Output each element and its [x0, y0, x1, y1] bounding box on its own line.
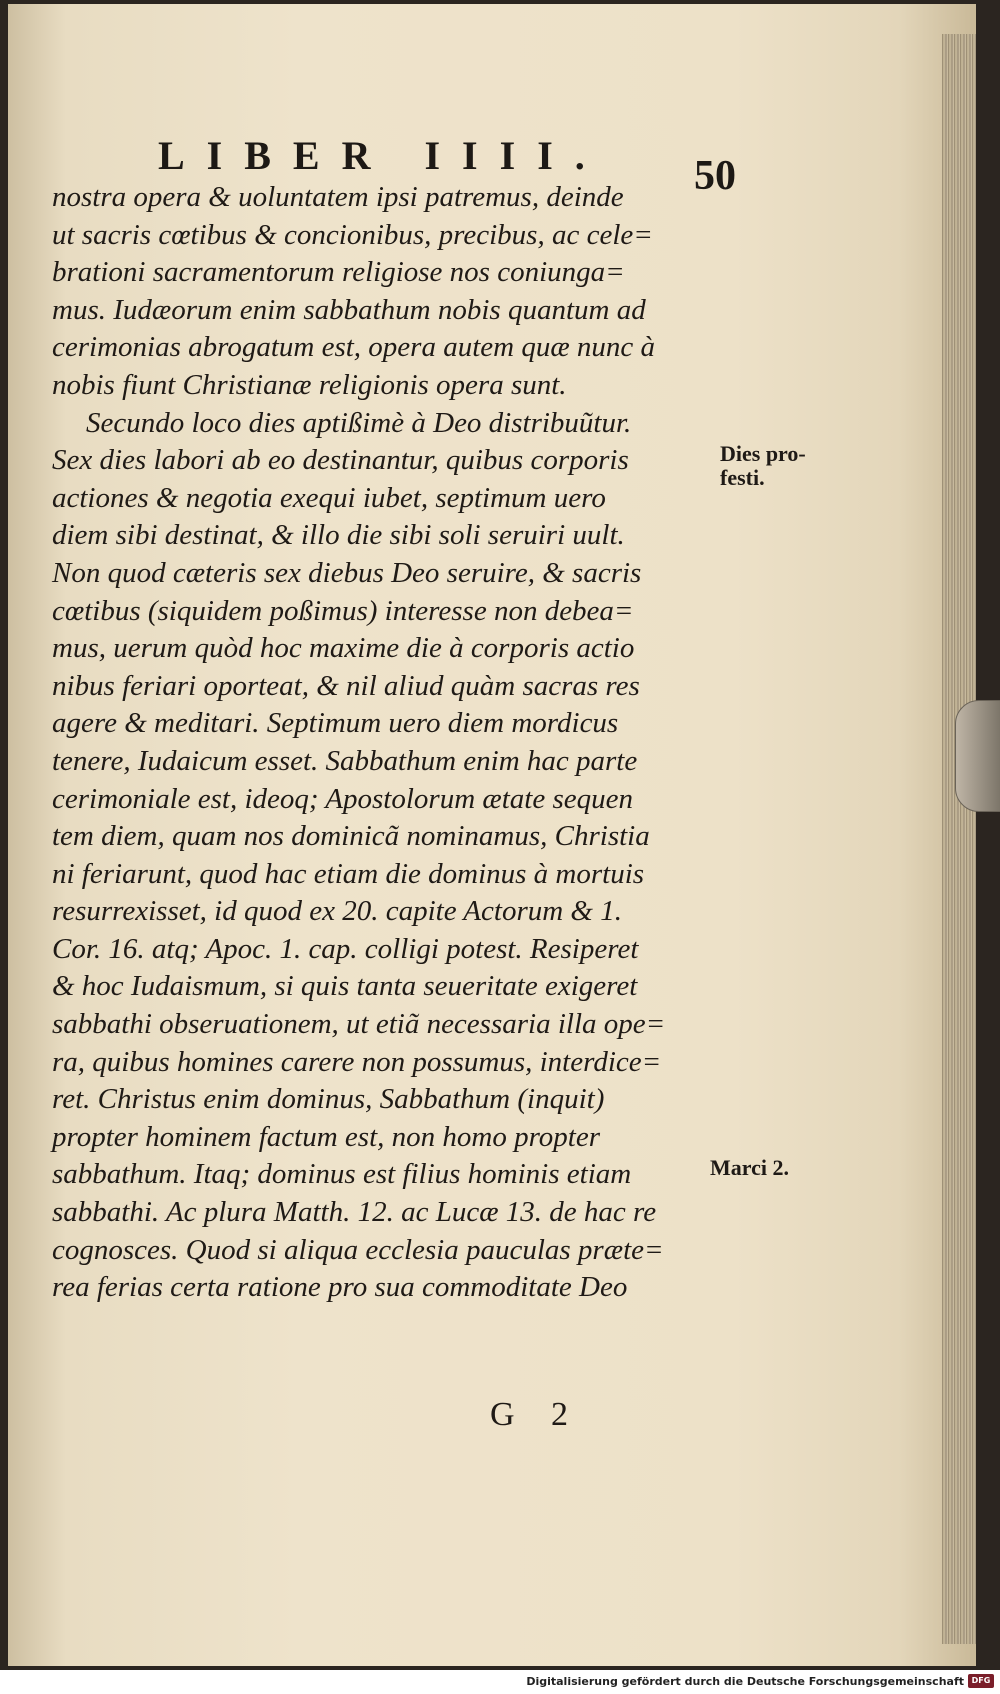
margin-note-marci: Marci 2. — [710, 1155, 790, 1180]
running-head: LIBER IIII. — [158, 133, 607, 178]
text-line: mus, uerum quòd hoc maxime die à corporis actio — [52, 632, 635, 665]
text-line: actiones & negotia exequi iubet, septimum uero — [52, 481, 606, 514]
body-text — [52, 179, 712, 1307]
text-line: ni feriarunt, quod hac etiam die dominus à mortuis — [52, 857, 645, 890]
margin-note-line: festi. — [720, 465, 765, 490]
text-line: brationi sacramentorum religiose nos coniunga= — [52, 256, 625, 289]
text-line: nibus feriari oporteat, & nil aliud quàm sacras res — [52, 669, 640, 702]
book-page — [8, 4, 976, 1666]
digitization-footer — [0, 1670, 1000, 1694]
text-line: ret. Christus enim dominus, Sabbathum (inquit) — [52, 1083, 605, 1116]
text-line: Sex dies labori ab eo destinantur, quibus corporis — [52, 444, 629, 477]
text-line: ut sacris cœtibus & concionibus, precibus, ac cele= — [52, 218, 653, 251]
funding-credit: Digitalisierung gefördert durch die Deutsche Forschungsgemeinschaft — [526, 1675, 964, 1688]
text-line: tem diem, quam nos dominicã nominamus, Christia — [52, 820, 650, 853]
text-line: resurrexisset, id quod ex 20. capite Actorum & 1. — [52, 895, 622, 928]
text-line: sabbathi. Ac plura Matth. 12. ac Lucæ 13. de hac re — [52, 1196, 657, 1229]
text-line: cerimoniale est, ideoq; Apostolorum ætate sequen — [52, 782, 633, 815]
text-line: sabbathi obseruationem, ut etiã necessaria illa ope= — [52, 1008, 666, 1041]
dfg-logo: DFG — [968, 1674, 994, 1688]
margin-note-dies-profesti — [720, 442, 806, 490]
text-line: propter hominem factum est, non homo propter — [52, 1120, 600, 1153]
text-line: mus. Iudæorum enim sabbathum nobis quantum ad — [52, 293, 646, 326]
text-line: nostra opera & uoluntatem ipsi patremus, deinde — [52, 181, 624, 213]
text-line: tenere, Iudaicum esset. Sabbathum enim hac parte — [52, 744, 638, 777]
text-line: diem sibi destinat, & illo die sibi soli seruiri uult. — [52, 519, 625, 552]
text-line: Non quod cæteris sex diebus Deo seruire, & sacris — [52, 556, 642, 589]
text-line: agere & meditari. Septimum uero diem mordicus — [52, 707, 619, 740]
text-line: sabbathum. Itaq; dominus est filius hominis etiam — [52, 1158, 632, 1191]
margin-note-line: Dies pro- — [720, 441, 806, 466]
text-line: ra, quibus homines carere non possumus, interdice= — [52, 1045, 662, 1078]
signature-mark: G 2 — [490, 1396, 583, 1433]
text-line: nobis fiunt Christianæ religionis opera sunt. — [52, 368, 567, 401]
bookmark-tab — [955, 700, 1000, 812]
folio-number: 50 — [694, 153, 736, 199]
text-line: Secundo loco dies aptißimè à Deo distribuũtur. — [86, 406, 632, 439]
text-line: cœtibus (siquidem poßimus) interesse non debea= — [52, 594, 634, 627]
text-line: cognosces. Quod si aliqua ecclesia pauculas præte= — [52, 1233, 664, 1266]
text-line: rea ferias certa ratione pro sua commoditate Deo — [52, 1271, 628, 1304]
text-line: Cor. 16. atq; Apoc. 1. cap. colligi potest. Resiperet — [52, 932, 639, 965]
text-line: cerimonias abrogatum est, opera autem quæ nunc à — [52, 331, 656, 364]
text-line: & hoc Iudaismum, si quis tanta seueritate exigeret — [52, 970, 638, 1003]
page-edges — [942, 34, 976, 1644]
